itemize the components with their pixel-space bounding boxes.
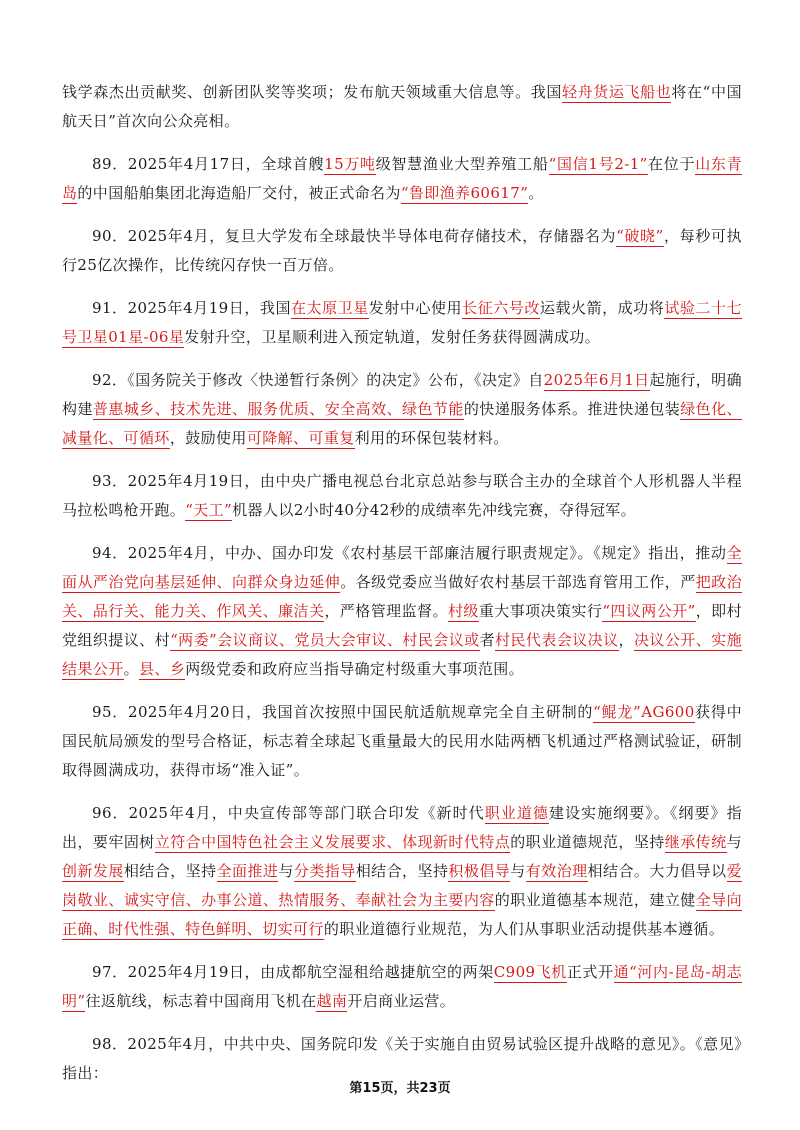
highlighted-answer: “四议两公开”: [602, 602, 696, 620]
highlighted-answer: “破晓”: [616, 227, 664, 245]
highlighted-answer: “鲲龙”AG600: [593, 703, 695, 721]
text-run: 96．2025年4月，中央宣传部等部门联合印发《新时代: [92, 804, 485, 822]
highlighted-answer: 职业道德: [484, 804, 549, 822]
paragraph: [62, 150, 742, 208]
highlighted-answer: 可降解、可重复: [246, 429, 355, 447]
highlighted-answer: 通“河内-昆岛-胡志明”: [62, 963, 743, 1010]
highlighted-answer: 分类指导: [293, 862, 356, 880]
text-run: 开启商业运营。: [347, 992, 456, 1010]
text-run: 重大事项决策实行: [478, 602, 603, 620]
text-run: 的职业道德行业规范，为人们从事职业活动提供基本遵循。: [323, 920, 725, 938]
highlighted-answer: 山东青岛: [62, 155, 743, 202]
highlighted-answer: 继承传统: [664, 833, 727, 851]
text-run: 。: [123, 660, 140, 678]
highlighted-answer: 15万吨: [324, 155, 376, 173]
text-run: 相结合，坚持: [123, 862, 217, 880]
text-run: ，每秒可执行25亿次操作，比传统闪存快一百万倍。: [62, 227, 742, 274]
text-run: 获得中国民航局颁发的型号合格证，标志着全球起飞重量最大的民用水陆两栖飞机通过严格测试验证，研制取得圆满成功，获得市场“准入证”。: [62, 703, 742, 779]
page-number-footer: 第15页，共23页: [349, 1081, 451, 1096]
text-run: 往返航线，标志着中国商用飞机在: [85, 992, 317, 1010]
text-run: 95．2025年4月20日，我国首次按照中国民航适航规章完全自主研制的: [92, 703, 594, 721]
text-run: 起施行，明确构建: [62, 371, 742, 418]
text-run: 机器人以2小时40分42秒的成绩率先冲线完赛，夺得冠军。: [232, 501, 637, 519]
text-run: 的职业道德规范，坚持: [510, 833, 665, 851]
text-run: 与: [510, 862, 526, 880]
text-run: 将在“中国航天日”首次向公众亮相。: [62, 83, 742, 130]
highlighted-answer: “天工”: [185, 501, 233, 519]
highlighted-answer: 普惠城乡、技术先进、服务优质、安全高效、绿色节能: [92, 400, 464, 418]
highlighted-answer: 创新发展: [62, 862, 124, 880]
highlighted-answer: 村民代表会议决议: [495, 631, 619, 649]
highlighted-answer: “两委”会议商议、党员大会审议、村民会议或: [170, 631, 480, 649]
highlighted-answer: 全面从严治党向基层延伸、向群众身边延伸: [62, 544, 742, 591]
highlighted-answer: 试验二十七号卫星01星-06星: [62, 299, 742, 346]
text-run: 98．2025年4月，中共中央、国务院印发《关于实施自由贸易试验区提升战略的意见》。《意见》指出：: [62, 1035, 742, 1082]
highlighted-answer: 2025年6月1日: [543, 371, 650, 389]
text-run: ，鼓励使用: [169, 429, 247, 447]
highlighted-answer: “国信1号2-1”: [548, 155, 648, 173]
text-run: ，: [618, 631, 634, 649]
text-run: 的快递服务体系。推进快递包装: [463, 400, 681, 418]
text-run: 91．2025年4月19日，我国: [92, 299, 291, 317]
highlighted-answer: 长征六号改: [462, 299, 540, 317]
text-run: 利用的环保包装材料。: [354, 429, 509, 447]
highlighted-answer: 绿色化、减量化、可循环: [62, 400, 742, 447]
paragraph: [62, 467, 742, 525]
paragraph: [62, 799, 742, 944]
text-run: 与: [726, 833, 742, 851]
paragraph: [62, 222, 742, 280]
text-run: 相结合。大力倡导以: [587, 862, 727, 880]
text-run: 正式开: [566, 963, 614, 981]
highlighted-answer: C909飞机: [493, 963, 567, 981]
paragraph: [62, 294, 742, 352]
text-run: 。: [528, 184, 544, 202]
highlighted-answer: 全导向正确、时代性强、特色鲜明、切实可行: [62, 891, 743, 938]
text-run: 运载火箭，成功将: [539, 299, 665, 317]
text-run: 者: [479, 631, 496, 649]
text-run: 建设实施纲要》。《纲要》指出，要牢固树: [62, 804, 743, 851]
text-run: 两级党委和政府应当指导确定村级重大事项范围。: [185, 660, 525, 678]
paragraph: [62, 698, 742, 785]
paragraph: [62, 366, 742, 453]
highlighted-answer: 爱岗敬业、诚实守信、办事公道、热情服务、奉献社会为主要内容: [62, 862, 743, 909]
text-run: 92．《国务院关于修改〈快递暂行条例〉的决定》公布，《决定》自: [92, 371, 544, 389]
text-run: 的中国船舶集团北海造船厂交付，被正式命名为: [77, 184, 401, 202]
text-run: 发射升空，卫星顺利进入预定轨道，发射任务获得圆满成功。: [184, 328, 601, 346]
text-run: 。各级党委应当做好农村基层干部选育管用工作，严: [340, 573, 696, 591]
text-run: 钱学森杰出贡献奖、创新团队奖等奖项；发布航天领域重大信息等。我国: [62, 83, 563, 101]
text-run: 89．2025年4月17日，全球首艘: [92, 155, 325, 173]
text-run: 发射中心使用: [368, 299, 463, 317]
highlighted-answer: 县、乡: [139, 660, 186, 678]
paragraph: [62, 78, 742, 136]
highlighted-answer: 决议公开、实施结果公开: [62, 631, 742, 678]
text-run: ，即村党组织提议、村: [62, 602, 742, 649]
text-run: 93．2025年4月19日，由中央广播电视总台北京总站参与联合主办的全球首个人形机器人半程马拉松鸣枪开跑。: [62, 472, 742, 519]
text-run: 相结合，坚持: [355, 862, 449, 880]
highlighted-answer: 有效治理: [525, 862, 588, 880]
text-run: 在位于: [647, 155, 696, 173]
paragraph: [62, 958, 742, 1016]
text-run: 级智慧渔业大型养殖工船: [375, 155, 549, 173]
highlighted-answer: 积极倡导: [448, 862, 511, 880]
text-run: 97．2025年4月19日，由成都航空湿租给越捷航空的两架: [92, 963, 494, 981]
text-run: 94．2025年4月，中办、国办印发《农村基层干部廉洁履行职责规定》。《规定》指出，推动: [92, 544, 727, 562]
paragraph: [62, 539, 742, 684]
text-run: 90．2025年4月，复旦大学发布全球最快半导体电荷存储技术，存储器名为: [92, 227, 617, 245]
document-body: [62, 78, 742, 1102]
highlighted-answer: 村级: [447, 602, 479, 620]
highlighted-answer: 立符合中国特色社会主义发展要求、体现新时代特点: [154, 833, 511, 851]
highlighted-answer: 把政治关、品行关、能力关、作风关、廉洁关: [62, 573, 742, 620]
text-run: ，严格管理监督。: [324, 602, 448, 620]
highlighted-answer: 轻舟货运飞船也: [562, 83, 672, 101]
text-run: 与: [278, 862, 294, 880]
highlighted-answer: 越南: [316, 992, 348, 1010]
highlighted-answer: 在太原卫星: [291, 299, 369, 317]
highlighted-answer: “鲁即渔养60617”: [400, 184, 529, 202]
text-run: 的职业道德基本规范，建立健: [494, 891, 696, 909]
highlighted-answer: 全面推进: [216, 862, 279, 880]
